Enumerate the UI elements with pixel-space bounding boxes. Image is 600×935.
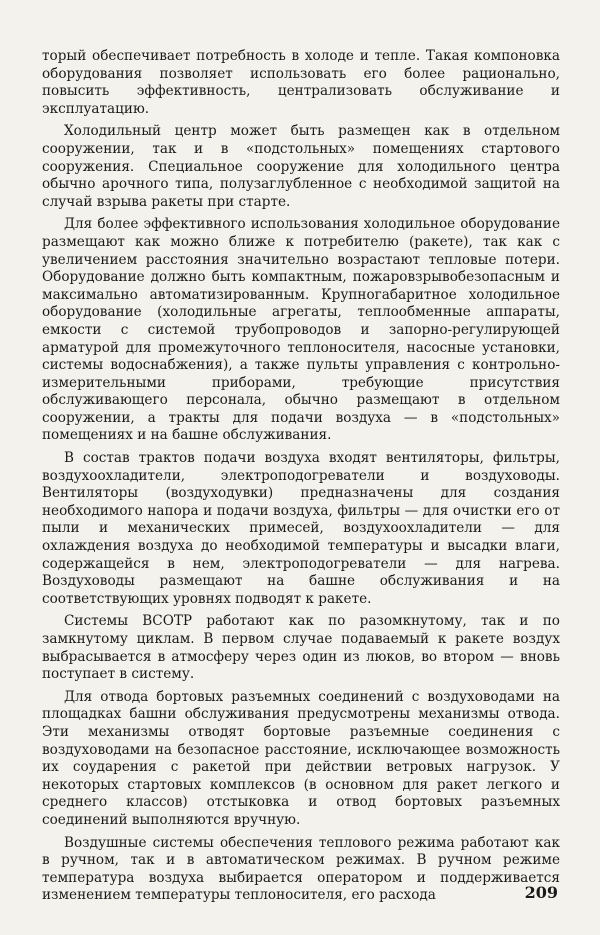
paragraph-6: Для отвода бортовых разъемных соединений с воздуховодами на площадках башни обслуживания предусмотрены механизмы отвода. Эти механизмы отводят бортовые разъемные соединения с воздуховодами на безопасное расстояние, исключающее возможность их соударения с ракетой при действии ветровых нагрузок. У некоторых стартовых комплексов (в основном для ракет легкого и среднего классов) отстыковка и отвод бортовых разъемных соединений выполняются вручную. bbox=[42, 688, 560, 828]
page-number: 209 bbox=[524, 883, 558, 902]
paragraph-4: В состав трактов подачи воздуха входят вентиляторы, фильтры, воздухоохладители, электроподогреватели и воздуховоды. Вентиляторы (воздуходувки) предназначены для создания необходимого напора и подачи воздуха, фильтры — для очистки его от пыли и механических примесей, воздухоохладители — для охлаждения воздуха до необходимой температуры и высадки влаги, содержащейся в нем, электроподогреватели — для нагрева. Воздуховоды размещают на башне обслуживания и на соответствующих уровнях подводят к ракете. bbox=[42, 450, 560, 607]
paragraph-1: торый обеспечивает потребность в холоде и тепле. Такая компоновка оборудования позволяет использовать его более рационально, повысить эффективность, централизовать обслуживание и эксплуатацию. bbox=[42, 48, 560, 117]
paragraph-3: Для более эффективного использования холодильное оборудование размещают как можно ближе к потребителю (ракете), так как с увеличением расстояния значительно возрастают тепловые потери. Оборудование должно быть компактным, пожаровзрывобезопасным и максимально автоматизированным. Крупногабаритное холодильное оборудование (холодильные агрегаты, теплообменные аппараты, емкости с системой трубопроводов и запорно-регулирующей арматурой для промежуточного теплоносителя, насосные установки, системы водоснабжения), а также пульты управления с контрольно-измерительными приборами, требующие присутствия обслуживающего персонала, обычно размещают в отдельном сооружении, а тракты для подачи воздуха — в «подстольных» помещениях и на башне обслуживания. bbox=[42, 216, 560, 444]
paragraph-5: Системы ВСОТР работают как по разомкнутому, так и по замкнутому циклам. В первом случае подаваемый к ракете воздух выбрасывается в атмосферу через один из люков, во втором — вновь поступает в систему. bbox=[42, 613, 560, 683]
paragraph-2: Холодильный центр может быть размещен как в отдельном сооружении, так и в «подстольных» помещениях стартового сооружения. Специальное сооружение для холодильного центра обычно арочного типа, полузаглубленное с необходимой защитой на случай взрыва ракеты при старте. bbox=[42, 123, 560, 210]
body-text bbox=[42, 48, 560, 905]
paragraph-7: Воздушные системы обеспечения теплового режима работают как в ручном, так и в автоматическом режимах. В ручном режиме температура воздуха выбирается оператором и поддерживается изменением температуры теплоносителя, его расхода bbox=[42, 834, 560, 904]
